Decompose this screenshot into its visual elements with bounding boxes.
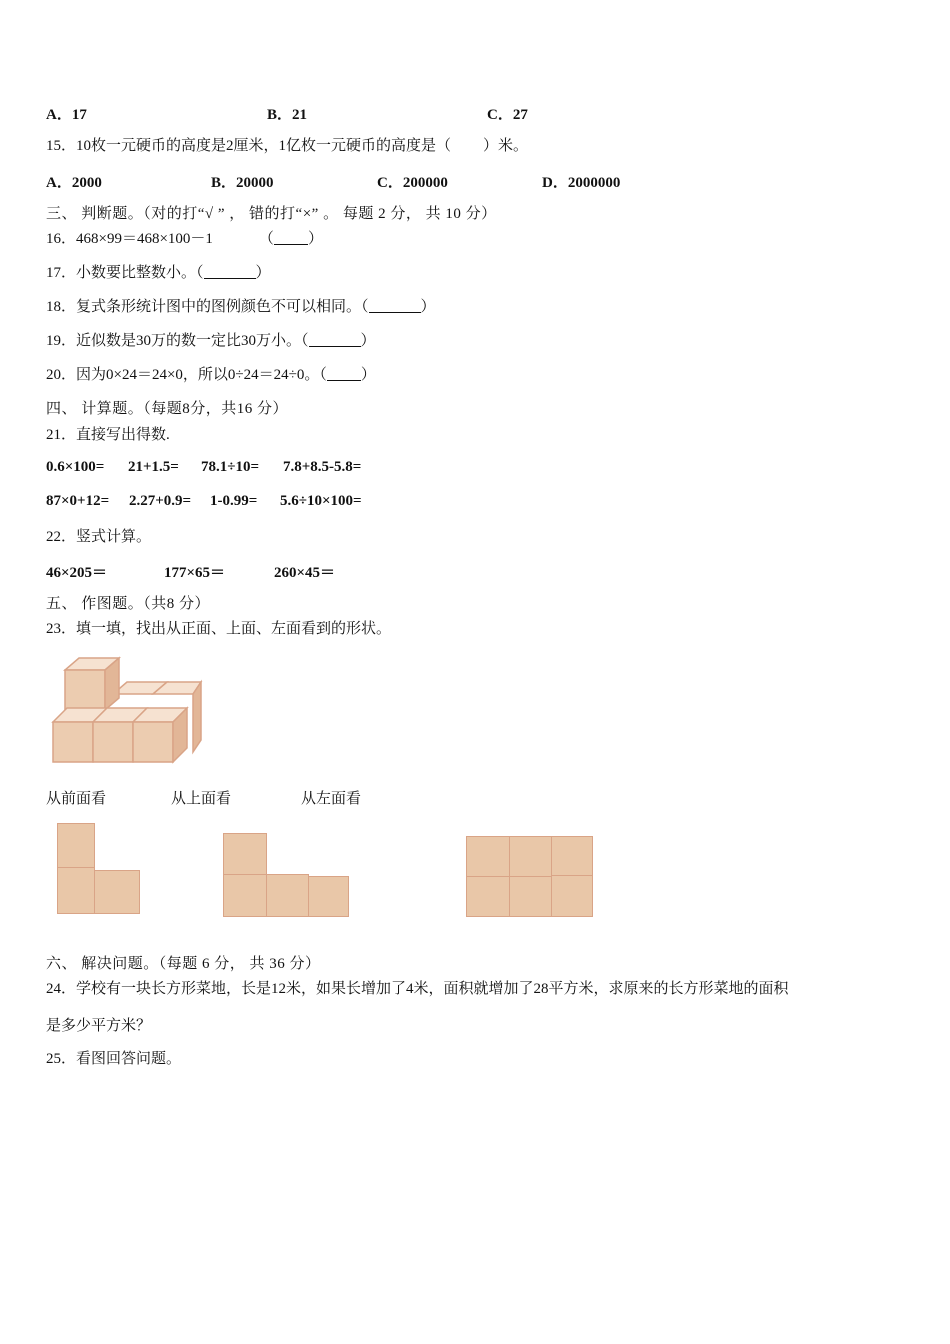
q15-option-a: A．2000 — [46, 175, 102, 191]
q20: 20．因为0×24＝24×0，所以0÷24＝24÷0。（ ） — [46, 367, 376, 383]
q19-answer-blank[interactable] — [309, 332, 361, 347]
q22-item: 177×65＝ — [164, 565, 226, 581]
q21-item: 7.8+8.5-5.8= — [283, 459, 362, 475]
q16-answer-blank[interactable] — [274, 230, 308, 245]
q22-title: 22．竖式计算。 — [46, 529, 152, 545]
cube-stack-figure — [48, 648, 208, 768]
q21-item: 0.6×100= — [46, 459, 105, 475]
q21-item: 5.6÷10×100= — [280, 493, 362, 509]
q25-title: 25．看图回答问题。 — [46, 1051, 182, 1067]
q24-line-1: 24．学校有一块长方形菜地，长是12米，如果长增加了4米，面积就增加了28平方米，求原来的长方形菜地的面积 — [46, 981, 789, 997]
q21-item: 78.1÷10= — [201, 459, 260, 475]
q17-answer-blank[interactable] — [204, 264, 256, 279]
q16: 16．468×99＝468×100－1 （ ） — [46, 231, 323, 247]
q22-item: 260×45＝ — [274, 565, 336, 581]
section-5-heading: 五、 作图题。（共8 分） — [46, 596, 211, 612]
q21-item: 87×0+12= — [46, 493, 110, 509]
q24-line-2: 是多少平方米？ — [46, 1018, 152, 1034]
q15-question: 15．10枚一元硬币的高度是2厘米，1亿枚一元硬币的高度是（ ）米。 — [46, 138, 529, 154]
q21-item: 21+1.5= — [128, 459, 179, 475]
q14-option-b: B．21 — [267, 107, 308, 123]
q14-option-c: C．27 — [487, 107, 528, 123]
q17: 17．小数要比整数小。（ ） — [46, 265, 271, 281]
q18-answer-blank[interactable] — [369, 298, 421, 313]
q15-option-d: D．2000000 — [542, 175, 621, 191]
section-4-heading: 四、 计算题。（每题8分，共16 分） — [46, 401, 289, 417]
view-label-top: 从上面看 — [171, 791, 232, 807]
view-label-front: 从前面看 — [46, 791, 107, 807]
q21-title: 21．直接写出得数. — [46, 427, 170, 443]
q15-option-b: B．20000 — [211, 175, 274, 191]
q19: 19．近似数是30万的数一定比30万小。（ ） — [46, 333, 376, 349]
q15-option-c: C．200000 — [377, 175, 448, 191]
view-label-left: 从左面看 — [301, 791, 362, 807]
q20-answer-blank[interactable] — [327, 366, 361, 381]
section-6-heading: 六、 解决问题。（每题 6 分， 共 36 分） — [46, 956, 321, 972]
q14-option-a: A．17 — [46, 107, 87, 123]
section-3-heading: 三、 判断题。（对的打“√ ” ， 错的打“×” 。 每题 2 分， 共 10 分） — [46, 206, 497, 222]
q23-title: 23．填一填，找出从正面、上面、左面看到的形状。 — [46, 621, 392, 637]
q21-item: 2.27+0.9= — [129, 493, 192, 509]
q21-item: 1-0.99= — [210, 493, 258, 509]
q18: 18．复式条形统计图中的图例颜色不可以相同。（ ） — [46, 299, 436, 315]
q22-item: 46×205＝ — [46, 565, 108, 581]
